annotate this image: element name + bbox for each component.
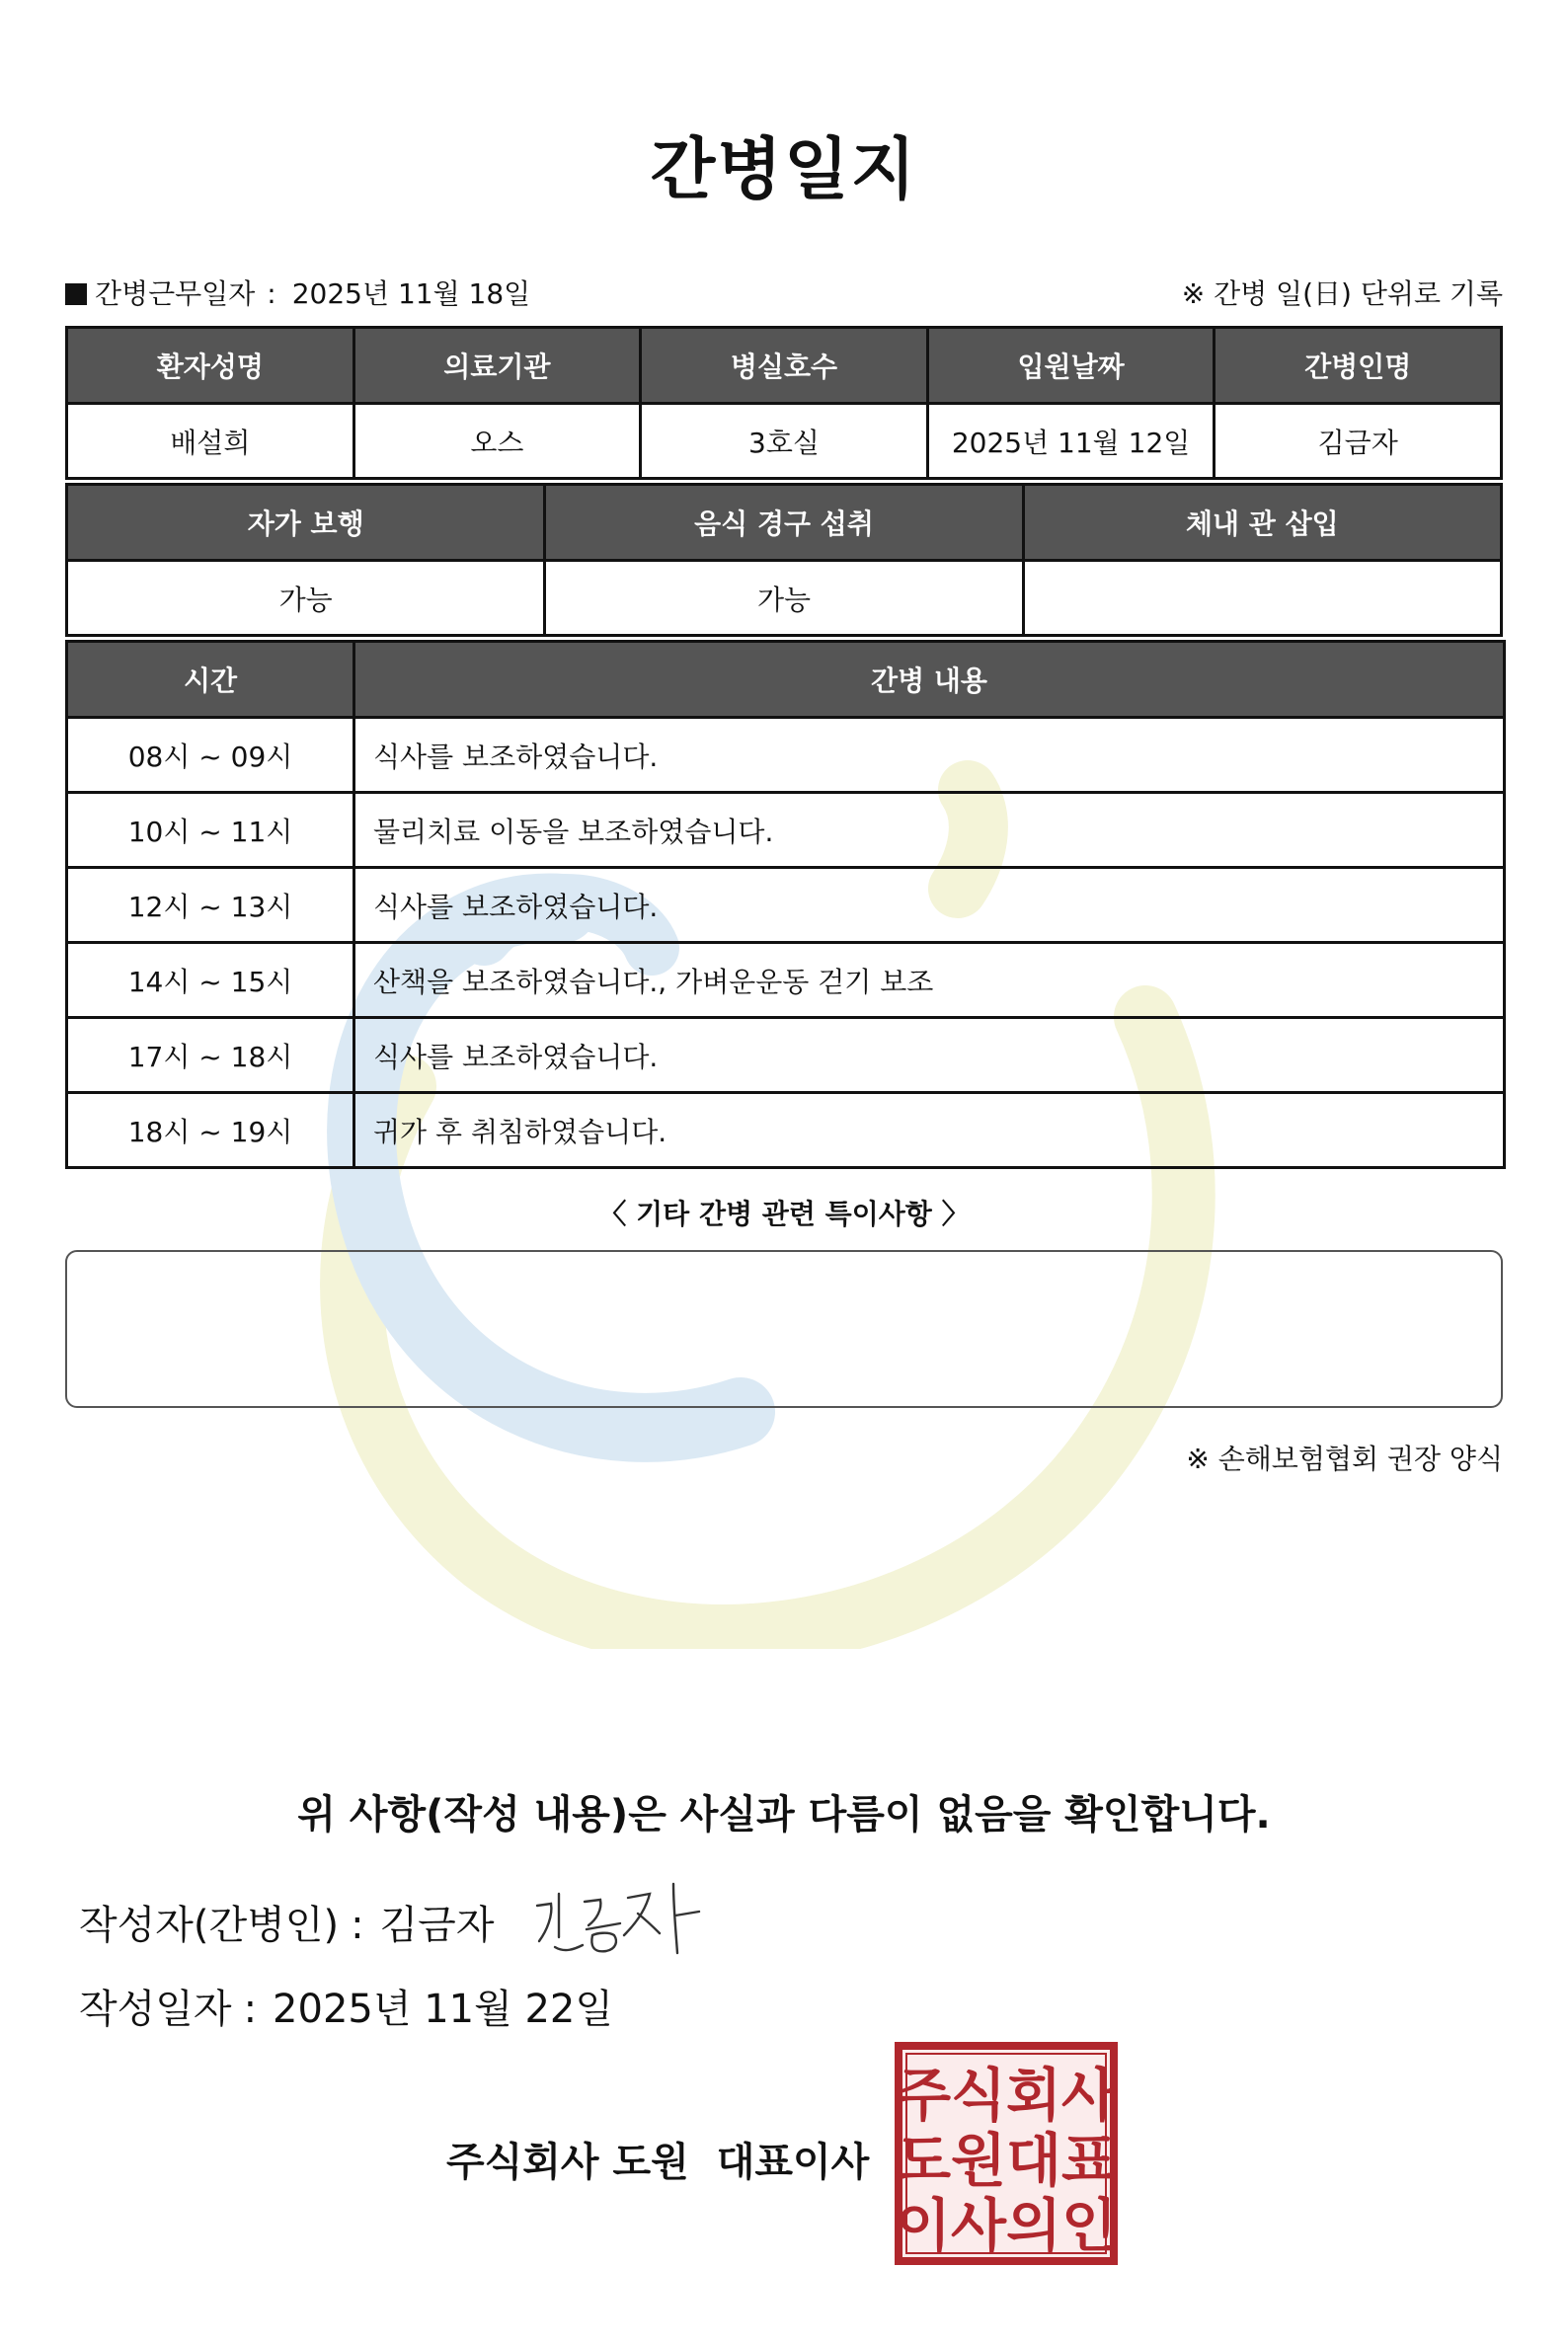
table-row (67, 1093, 1505, 1168)
header-tube-insertion: 체내 관 삽입 (1023, 485, 1501, 561)
unit-note: ※ 간병 일(日) 단위로 기록 (1181, 277, 1503, 310)
black-square-icon (65, 283, 87, 305)
content-cell: 식사를 보조하였습니다. (354, 718, 1505, 793)
header-care-content: 간병 내용 (354, 642, 1505, 718)
table-row (67, 943, 1505, 1018)
hospital: 오스 (353, 404, 641, 479)
writer-line: 작성자(간병인) : 김금자 (79, 1903, 495, 1948)
time-cell: 18시 ~ 19시 (67, 1093, 354, 1168)
header-self-walking: 자가 보행 (67, 485, 545, 561)
written-date-label: 작성일자 (79, 1987, 232, 2032)
time-cell: 17시 ~ 18시 (67, 1018, 354, 1093)
care-log-table (65, 640, 1506, 1169)
table-row (67, 718, 1505, 793)
remarks-box (65, 1250, 1503, 1408)
room: 3호실 (641, 404, 928, 479)
company-title: 대표이사 (716, 2140, 870, 2185)
company-line (446, 2131, 869, 2187)
caregiver-name: 김금자 (1215, 404, 1502, 479)
document-title: 간병일지 (650, 131, 918, 209)
header-patient-name: 환자성명 (67, 328, 354, 404)
content-cell: 귀가 후 취침하였습니다. (354, 1093, 1505, 1168)
table-row (67, 793, 1505, 868)
company-seal (895, 2042, 1118, 2265)
time-cell: 12시 ~ 13시 (67, 868, 354, 943)
work-date-value: 2025년 11월 18일 (291, 277, 531, 310)
header-room: 병실호수 (641, 328, 928, 404)
time-cell: 10시 ~ 11시 (67, 793, 354, 868)
header-oral-intake: 음식 경구 섭취 (545, 485, 1023, 561)
writer-name: 김금자 (379, 1903, 495, 1948)
patient-status-table (65, 483, 1503, 637)
remarks-title: 〈 기타 간병 관련 특이사항 〉 (598, 1198, 970, 1230)
seal-line: 이사의인 (895, 2192, 1118, 2259)
time-cell: 14시 ~ 15시 (67, 943, 354, 1018)
seal-line: 주식회사 (895, 2062, 1118, 2129)
header-admission-date: 입원날짜 (927, 328, 1215, 404)
written-date-value: 2025년 11월 22일 (273, 1987, 613, 2032)
content-cell: 식사를 보조하였습니다. (354, 868, 1505, 943)
admission-date: 2025년 11월 12일 (927, 404, 1215, 479)
writer-label: 작성자(간병인) (79, 1903, 340, 1948)
content-cell: 물리치료 이동을 보조하였습니다. (354, 793, 1505, 868)
patient-name: 배설희 (67, 404, 354, 479)
time-cell: 08시 ~ 09시 (67, 718, 354, 793)
confirmation-statement: 위 사항(작성 내용)은 사실과 다름이 없음을 확인합니다. (297, 1792, 1271, 1838)
header-time: 시간 (67, 642, 354, 718)
written-date-line: 작성일자 : 2025년 11월 22일 (79, 1987, 613, 2032)
table-row (67, 1018, 1505, 1093)
header-hospital: 의료기관 (353, 328, 641, 404)
work-date: 간병근무일자 : 2025년 11월 18일 (65, 273, 530, 312)
recommendation-note: ※ 손해보험협회 권장 양식 (1186, 1443, 1503, 1475)
self-walking-value: 가능 (67, 561, 545, 636)
content-cell: 산책을 보조하였습니다., 가벼운운동 걷기 보조 (354, 943, 1505, 1018)
handwritten-signature (525, 1876, 713, 1965)
patient-info-table (65, 326, 1503, 480)
seal-line: 도원대표 (895, 2127, 1118, 2194)
content-cell: 식사를 보조하였습니다. (354, 1018, 1505, 1093)
tube-insertion-value (1023, 561, 1501, 636)
work-date-label: 간병근무일자 (95, 277, 256, 310)
oral-intake-value: 가능 (545, 561, 1023, 636)
company-name: 주식회사 도원 (446, 2140, 689, 2185)
table-row (67, 868, 1505, 943)
header-caregiver-name: 간병인명 (1215, 328, 1502, 404)
meta-row (65, 269, 1503, 312)
